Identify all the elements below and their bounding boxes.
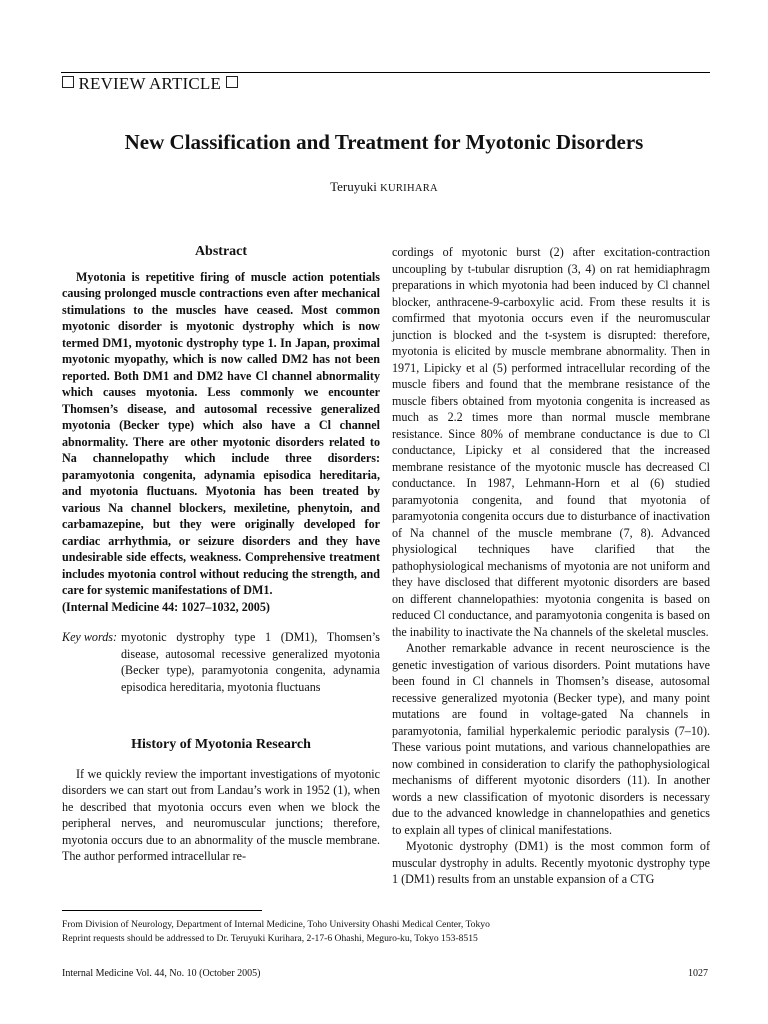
history-heading: History of Myotonia Research — [131, 737, 311, 752]
page-number: 1027 — [688, 968, 708, 979]
footnote-rule — [62, 910, 262, 911]
section-label-text: REVIEW ARTICLE — [78, 74, 222, 93]
box-ornament-icon — [62, 76, 74, 88]
author-last-name: KURIHARA — [380, 183, 438, 194]
keywords-label: Key words: — [62, 630, 117, 644]
article-title: New Classification and Treatment for Myotonic Disorders — [124, 130, 644, 154]
author-line — [0, 179, 768, 195]
box-ornament-icon — [226, 76, 238, 88]
abstract-heading: Abstract — [194, 244, 248, 259]
keywords — [62, 629, 380, 695]
section-label — [62, 74, 238, 94]
body-paragraph: Another remarkable advance in recent neuroscience is the genetic investigation of various disorders. Point mutations have been found in Cl channels in Thomsen’s disease, autosomal recessive generalized myotonia (Becker type), and many point mutations are found in voltage-gated Na channels in paramyotonia, familial hyperkalemic periodic paralysis (7–10). These various point mutations, and various channelopathies are now combined in consideration to clarify the pathophysiological mechanisms of different myotonic disorders (11). In another words a new classification of myotonic disorders is necessary due to the advanced knowledge in channelopathies and genetics to explain all types of clinical manifestations. — [392, 641, 710, 837]
footnote-reprint: Reprint requests should be addressed to Dr. Teruyuki Kurihara, 2-17-6 Ohashi, Meguro-ku, Tokyo 153-8515 — [62, 933, 478, 944]
abstract-citation: (Internal Medicine 44: 1027–1032, 2005) — [62, 599, 270, 614]
body-paragraph: Myotonic dystrophy (DM1) is the most common form of muscular dystrophy in adults. Recently myotonic dystrophy type 1 (DM1) results from an unstable expansion of a CTG — [392, 839, 710, 886]
journal-footer: Internal Medicine Vol. 44, No. 10 (October 2005) — [62, 968, 261, 979]
footnote-affiliation: From Division of Neurology, Department of Internal Medicine, Toho University Ohashi Medical Center, Tokyo — [62, 919, 490, 930]
left-column — [62, 244, 380, 865]
body-paragraph: cordings of myotonic burst (2) after excitation-contraction uncoupling by t-tubular disruption (3, 4) on rat hemidiaphragm preparations in which myotonia had been induced by Cl channel blocker, anthracene-9-carboxylic acid. From these results it is comfirmed that myotonia occurs even if the neuromuscular junction is blocked and the t-system is disrupted: therefore, myotonia is elicited by muscle membrane abnormality. Then in 1971, Lipicky et al (5) performed intracellular recording of the muscle fibers and found that the membrane resistance of the muscle fibers obtained from myotonia congenita is increased as much as 2.2 times more than normal muscle membrane resistance. Since 80% of membrane conductance is due to Cl conductance, Lipicky et al considered that the increased membrane resistance of the myotonic muscle has decreased Cl conductance. In 1987, Lehmann-Horn et al (6) studied paramyotonia congenita, and found that myotonia of paramyotonia congenita occurs due to disturbance of inactivation of Na channel of the muscle membrane (7, 8). Advanced physiological techniques have clarified that the pathophysiological mechanisms of myotonia are not uniform and they have disclosed that different myotonic disorders are based on different channelopathies: myotonia congenita is based on reduced Cl conductance, and paramyotonia congenita is based on the inability to inactivate the Na channels of the skeletal muscles. — [392, 245, 710, 639]
history-paragraph: If we quickly review the important investigations of myotonic disorders we can start out from Landau’s work in 1952 (1), when he described that myotonia occurs even when we block the peripheral nerves, and neuromuscular junctions; therefore, myotonia occurs due to an abnormality of the muscle membrane. The author performed intracellular re- — [62, 766, 380, 863]
abstract-text: Myotonia is repetitive firing of muscle action potentials causing prolonged muscle contractions even after mechanical stimulations to the muscles have ceased. Most common myotonic disorder is myotonic dystrophy which is now termed DM1, myotonic dystrophy type 1. In Japan, proximal myotonic myopathy, which is now called DM2 has not been reported. Both DM1 and DM2 have Cl channel abnormality which causes myotonia. Less commonly we encounter Thomsen’s disease, and autosomal recessive generalized myotonia (Becker type) which also have a Cl channel abnormality. There are other myotonic disorders related to Na channelopathy which include three disorders: paramyotonia congenita, adynamia episodica hereditaria, and myotonia fluctuans. Myotonia has been treated by various Na channel blockers, mexiletine, phenytoin, and carbamazepine, but they were originally developed for cardiac arrhythmia, or seizure disorders and they have undesirable side effects, weakness. Comprehensive treatment includes myotonia control without reducing the strength, and care for systemic manifestations of DM1. — [62, 269, 380, 597]
header-rule — [61, 72, 710, 73]
keywords-text: myotonic dystrophy type 1 (DM1), Thomsen’s disease, autosomal recessive generalized myotonia (Becker type), paramyotonia congenita, adynamia episodica hereditaria, myotonia fluctuans — [120, 630, 380, 694]
author-first-name: Teruyuki — [330, 179, 377, 194]
right-column — [392, 244, 710, 888]
